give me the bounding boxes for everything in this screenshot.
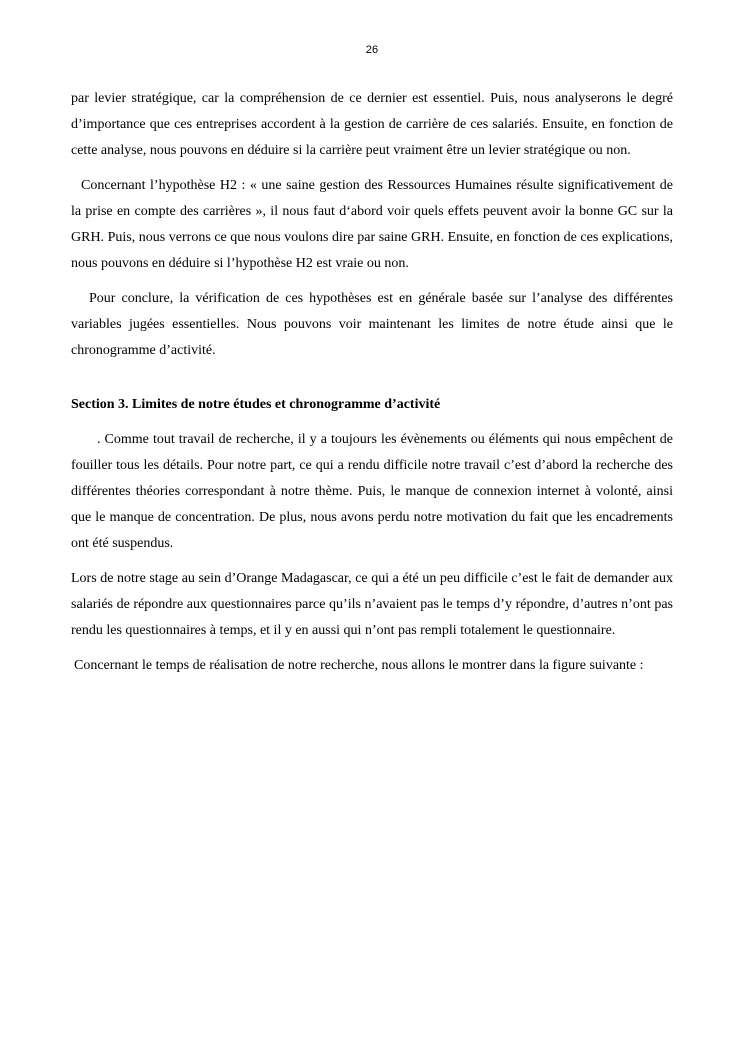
paragraph-levier-strategique: par levier stratégique, car la compréhension de ce dernier est essentiel. Puis, nous analyserons le degré d’importance que ces entreprises accordent à la gestion de carrière de ces salariés. Ensuite, en fonction de cette analyse, nous pouvons en déduire si la carrière peut vraiment être un levier stratégique ou non. xyxy=(71,91,673,158)
page-number: 26 xyxy=(365,44,379,56)
document-body xyxy=(71,86,673,688)
paragraph-hypothese-h2: Concernant l’hypothèse H2 : « une saine gestion des Ressources Humaines résulte significativement de la prise en compte des carrières », il nous faut d‘abord voir quels effets peuvent avoir la bonne GC sur la GRH. Puis, nous verrons ce que nous voulons dire par saine GRH. Ensuite, en fonction de ces explications, nous pouvons en déduire si l’hypothèse H2 est vraie ou non. xyxy=(71,178,673,271)
paragraph-temps-realisation: Concernant le temps de réalisation de notre recherche, nous allons le montrer dans la figure suivante : xyxy=(74,658,644,673)
section-heading: Section 3. Limites de notre études et chronogramme d’activité xyxy=(71,397,441,412)
paragraph-limites: . Comme tout travail de recherche, il y a toujours les évènements ou éléments qui nous empêchent de fouiller tous les détails. Pour notre part, ce qui a rendu difficile notre travail c’est d’abord la recherche des différentes théories correspondant à notre thème. Puis, le manque de connexion internet à volonté, ainsi que le manque de concentration. De plus, nous avons perdu notre motivation du fait que les encadrements ont été suspendus. xyxy=(71,432,673,551)
paragraph-conclusion: Pour conclure, la vérification de ces hypothèses est en générale basée sur l’analyse des différentes variables jugées essentielles. Nous pouvons voir maintenant les limites de notre étude ainsi que le chronogramme d’activité. xyxy=(71,291,673,358)
paragraph-stage-orange: Lors de notre stage au sein d’Orange Madagascar, ce qui a été un peu difficile c’est le fait de demander aux salariés de répondre aux questionnaires parce qu’ils n’avaient pas le temps d’y répondre, d’autres n’ont pas rendu les questionnaires à temps, et il y en aussi qui n’ont pas rempli totalement le questionnaire. xyxy=(71,571,673,638)
